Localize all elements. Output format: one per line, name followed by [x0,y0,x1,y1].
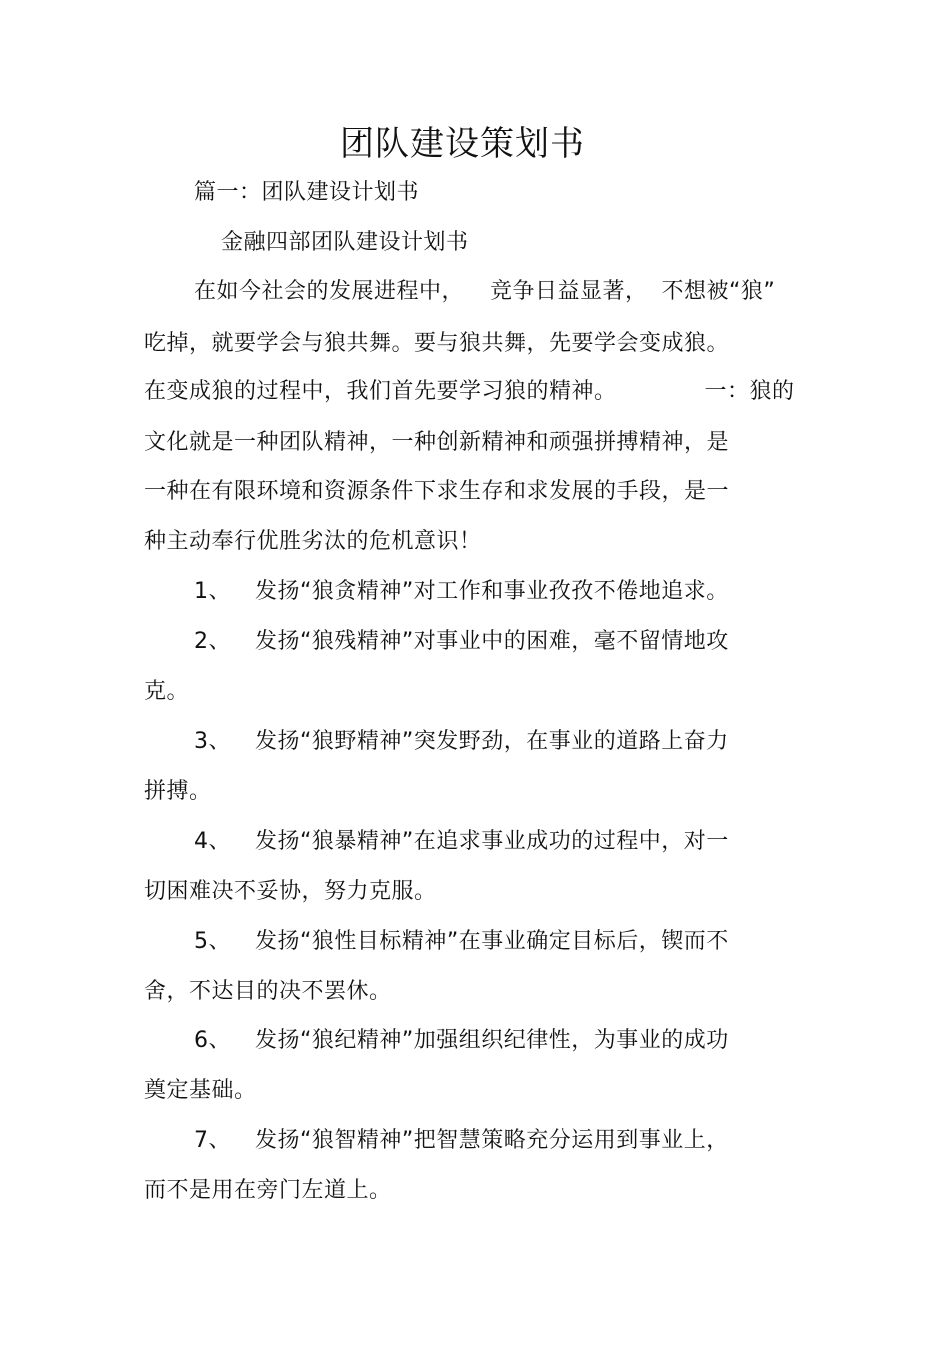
list-item [194,577,729,607]
list-item-number: 5、 [194,929,231,954]
list-item-number: 7、 [194,1128,231,1153]
list-item-continuation: 而不是用在旁门左道上。 [144,1178,392,1203]
intro-segment: 在如今社会的发展进程中， [194,279,465,304]
list-item [194,1126,729,1156]
list-item-number: 6、 [194,1028,231,1053]
list-item-text: 发扬“狼纪精神”加强组织纪律性，为事业的成功 [255,1028,729,1053]
intro-segment: 竞争日益显著， [490,279,648,304]
intro-line-3 [144,377,795,407]
intro-line-4: 文化就是一种团队精神，一种创新精神和顽强拼搏精神，是 [144,430,730,455]
subtitle: 金融四部团队建设计划书 [221,230,469,255]
list-item-continuation: 奠定基础。 [144,1078,257,1103]
list-item-text: 发扬“狼贪精神”对工作和事业孜孜不倦地追求。 [255,579,729,604]
list-item [194,1026,729,1056]
intro-segment: 在变成狼的过程中，我们首先要学习狼的精神。 [144,379,617,404]
intro-segment: 一：狼的 [704,379,795,404]
list-item [194,627,729,657]
list-item [194,927,729,957]
list-item-continuation: 切困难决不妥协，努力克服。 [144,879,437,904]
list-item [194,827,729,857]
intro-line-2: 吃掉，就要学会与狼共舞。要与狼共舞，先要学会变成狼。 [144,331,730,356]
intro-line-6: 种主动奉行优胜劣汰的危机意识！ [144,529,482,554]
list-item-continuation: 克。 [144,679,190,704]
list-item-text: 发扬“狼性目标精神”在事业确定目标后，锲而不 [255,929,729,954]
list-item-number: 1、 [194,579,231,604]
intro-segment: 不想被“狼” [661,279,776,304]
list-item-text: 发扬“狼暴精神”在追求事业成功的过程中，对一 [255,829,729,854]
list-item-text: 发扬“狼残精神”对事业中的困难，毫不留情地攻 [255,629,729,654]
chapter-heading: 篇一：团队建设计划书 [194,180,420,205]
list-item-text: 发扬“狼智精神”把智慧策略充分运用到事业上， [255,1128,729,1153]
list-item-continuation: 拼搏。 [144,779,212,804]
intro-line-5: 一种在有限环境和资源条件下求生存和求发展的手段，是一 [144,479,730,504]
page-title: 团队建设策划书 [340,124,585,164]
list-item-number: 2、 [194,629,231,654]
list-item-text: 发扬“狼野精神”突发野劲，在事业的道路上奋力 [255,729,729,754]
list-item [194,727,729,757]
list-item-continuation: 舍，不达目的决不罢休。 [144,979,392,1004]
intro-line-1 [194,277,775,307]
list-item-number: 4、 [194,829,231,854]
list-item-number: 3、 [194,729,231,754]
